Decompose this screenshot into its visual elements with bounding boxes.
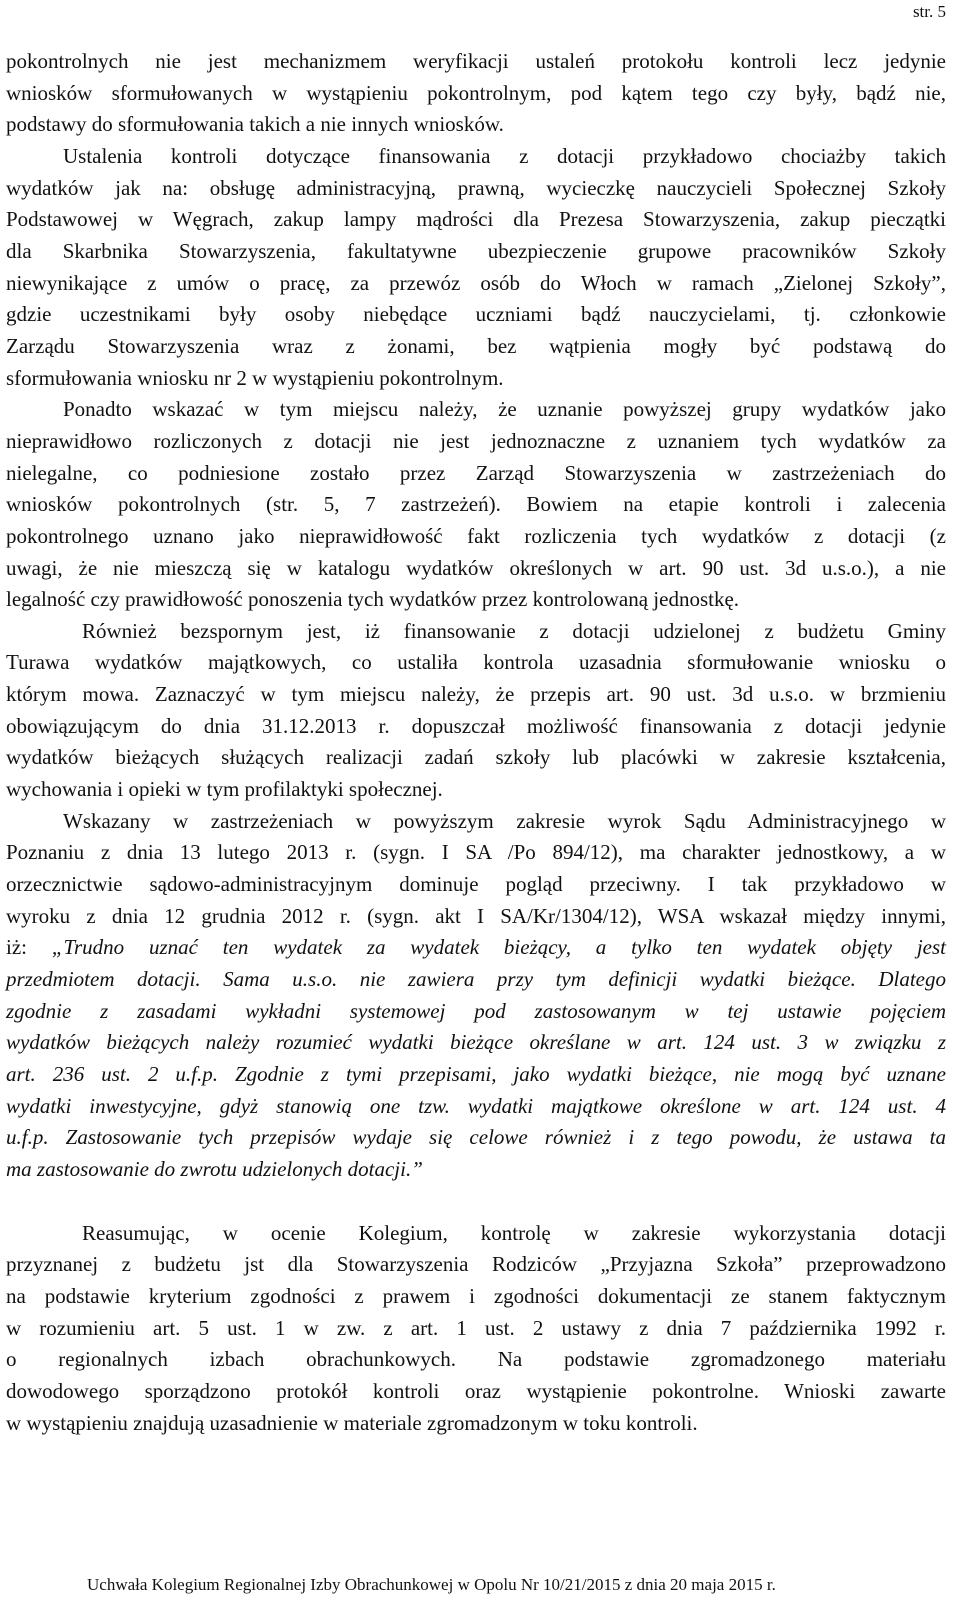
text-line: orzecznictwie sądowo-administracyjnym dominuje pogląd przeciwny. I tak przykładowo w <box>6 872 946 897</box>
text-line: wniosków pokontrolnych (str. 5, 7 zastrzeżeń). Bowiem na etapie kontroli i zalecenia <box>6 492 946 517</box>
page-number: str. 5 <box>912 2 946 21</box>
text-line: w rozumieniu art. 5 ust. 1 w zw. z art. 1 ust. 2 ustawy z dnia 7 października 1992 r. <box>6 1315 946 1340</box>
text-line: sformułowania wniosku nr 2 w wystąpieniu pokontrolnym. <box>6 365 504 390</box>
text-line: Ponadto wskazać w tym miejscu należy, że uznanie powyższej grupy wydatków jako <box>63 397 946 422</box>
quote-line: wydatki inwestycyjne, gdyż stanowią one tzw. wydatki majątkowe określone w art. 124 ust. 4 <box>6 1093 946 1118</box>
text-line: wniosków sformułowanych w wystąpieniu pokontrolnym, pod kątem tego czy były, bądź nie, <box>6 80 946 105</box>
text-line: wydatków bieżących służących realizacji zadań szkoły lub placówki w zakresie kształcenia, <box>6 745 946 770</box>
text-line: Również bezspornym jest, iż finansowanie z dotacji udzielonej z budżetu Gminy <box>82 618 946 643</box>
text-line: wyroku z dnia 12 grudnia 2012 r. (sygn. akt I SA/Kr/1304/12), WSA wskazał między innymi, <box>6 903 946 928</box>
text-line: przyznanej z budżetu jst dla Stowarzyszenia Rodziców „Przyjazna Szkoła” przeprowadzono <box>6 1252 946 1277</box>
text-line: którym mowa. Zaznaczyć w tym miejscu należy, że przepis art. 90 ust. 3d u.s.o. w brzmieniu <box>6 682 946 707</box>
quote-line: ma zastosowanie do zwrotu udzielonych dotacji.” <box>6 1156 423 1181</box>
text-line: nieprawidłowo rozliczonych z dotacji nie jest jednoznaczne z uznaniem tych wydatków za <box>6 428 946 453</box>
quote-line: art. 236 ust. 2 u.f.p. Zgodnie z tymi przepisami, jako wydatki bieżące, nie mogą być uznane <box>6 1062 946 1086</box>
text-line: na podstawie kryterium zgodności z prawem i zgodności dokumentacji ze stanem faktycznym <box>6 1283 946 1308</box>
text-line: podstawy do sformułowania takich a nie innych wniosków. <box>6 112 504 137</box>
text-line: pokontrolnego uznano jako nieprawidłowość fakt rozliczenia tych wydatków z dotacji (z <box>6 523 946 548</box>
text-line: nielegalne, co podniesione zostało przez Zarząd Stowarzyszenia w zastrzeżeniach do <box>6 460 946 485</box>
text-line: pokontrolnych nie jest mechanizmem weryfikacji ustaleń protokołu kontroli lecz jedynie <box>6 49 946 73</box>
text-line: uwagi, że nie mieszczą się w katalogu wydatków określonych w art. 90 ust. 3d u.s.o.), a nie <box>6 555 946 580</box>
text-line: o regionalnych izbach obrachunkowych. Na podstawie zgromadzonego materiału <box>6 1347 946 1372</box>
quote-line: przedmiotem dotacji. Sama u.s.o. nie zawiera przy tym definicji wydatki bieżące. Dlatego <box>6 967 946 992</box>
text-line: Turawa wydatków majątkowych, co ustaliła kontrola uzasadnia sformułowanie wniosku o <box>6 650 946 675</box>
text-line: Podstawowej w Węgrach, zakup lampy mądrości dla Prezesa Stowarzyszenia, zakup pieczątki <box>6 207 946 232</box>
quote-text: „Trudno uznać ten wydatek za wydatek bieżący, a tylko ten wydatek objęty jest <box>51 935 947 960</box>
text-line: legalność czy prawidłowość ponoszenia tych wydatków przez kontrolowaną jednostkę. <box>6 587 740 612</box>
text-line: gdzie uczestnikami były osoby niebędące uczniami bądź nauczycielami, tj. członkowie <box>6 302 946 327</box>
text-line: Ustalenia kontroli dotyczące finansowania z dotacji przykładowo chociażby takich <box>63 143 946 168</box>
quote-line: u.f.p. Zastosowanie tych przepisów wydaje się celowe również i z tego powodu, że ustawa ta <box>6 1125 946 1150</box>
text-line: wychowania i opieki w tym profilaktyki społecznej. <box>6 777 443 802</box>
page-footer: Uchwała Kolegium Regionalnej Izby Obrachunkowej w Opolu Nr 10/21/2015 z dnia 20 maja 2015 r. <box>87 1575 776 1594</box>
text-line: w wystąpieniu znajdują uzasadnienie w materiale zgromadzonym w toku kontroli. <box>6 1410 698 1435</box>
text-line: Zarządu Stowarzyszenia wraz z żonami, bez wątpienia mogły być podstawą do <box>6 333 946 358</box>
text-line: dla Skarbnika Stowarzyszenia, fakultatywne ubezpieczenie grupowe pracowników Szkoły <box>6 238 946 263</box>
document-body <box>6 46 946 1439</box>
text-line: Poznaniu z dnia 13 lutego 2013 r. (sygn. I SA /Po 894/12), ma charakter jednostkowy, a w <box>6 840 946 865</box>
quote-line: wydatków bieżących należy rozumieć wydatki bieżące określane w art. 124 ust. 3 w związku z <box>6 1030 946 1055</box>
quote-lead: iż: <box>6 935 27 960</box>
text-line: obowiązującym do dnia 31.12.2013 r. dopuszczał możliwość finansowania z dotacji jedynie <box>6 713 946 738</box>
quote-line: zgodnie z zasadami wykładni systemowej pod zastosowanym w tej ustawie pojęciem <box>6 998 946 1023</box>
text-line: niewynikające z umów o pracę, za przewóz osób do Włoch w ramach „Zielonej Szkoły”, <box>6 270 946 295</box>
text-line: Wskazany w zastrzeżeniach w powyższym zakresie wyrok Sądu Administracyjnego w <box>63 808 946 833</box>
paragraph-gap <box>6 1186 946 1218</box>
text-line: Reasumując, w ocenie Kolegium, kontrolę w zakresie wykorzystania dotacji <box>82 1220 946 1245</box>
text-line: dowodowego sporządzono protokół kontroli oraz wystąpienie pokontrolne. Wnioski zawarte <box>6 1378 946 1403</box>
quote-line <box>6 932 946 964</box>
text-line: wydatków jak na: obsługę administracyjną, prawną, wycieczkę nauczycieli Społecznej Szkoły <box>6 175 946 200</box>
